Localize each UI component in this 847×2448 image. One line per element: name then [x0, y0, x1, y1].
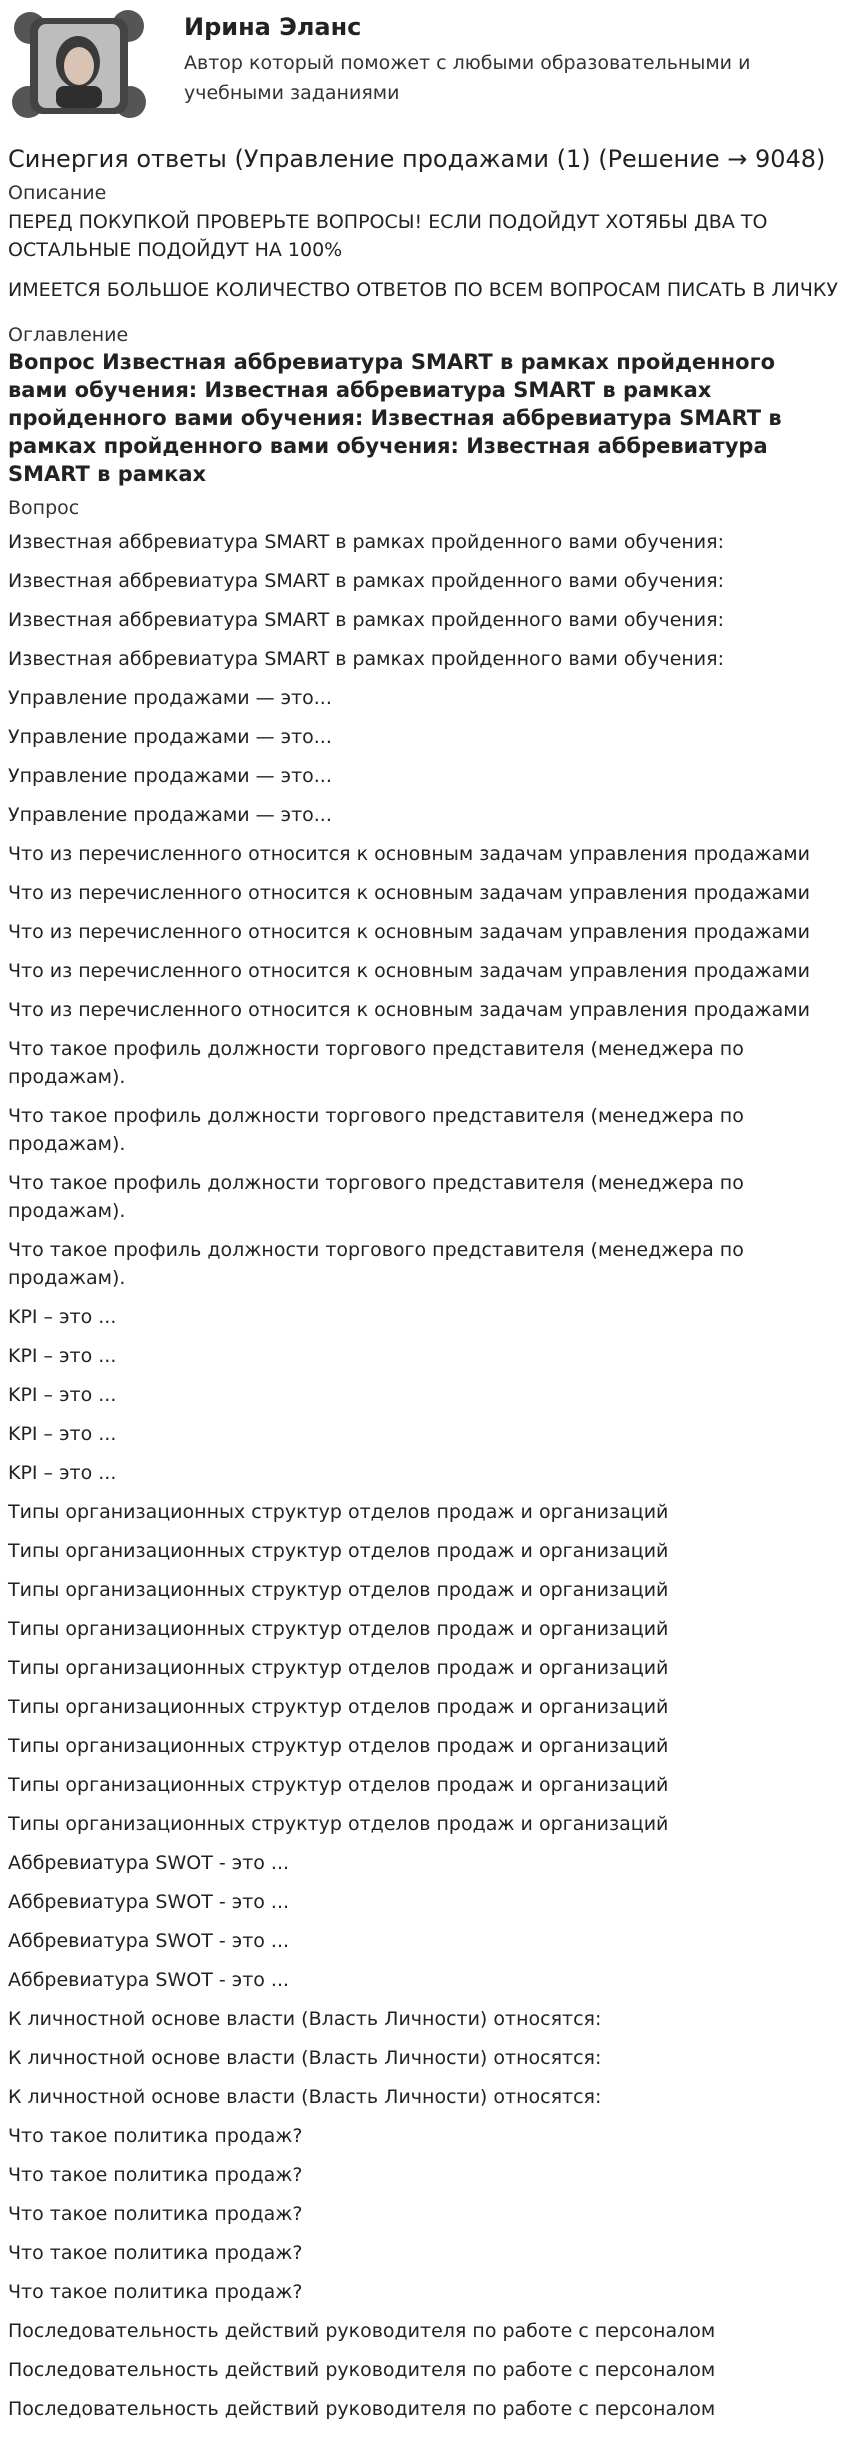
- question-item: Последовательность действий руководителя по работе с персоналом: [8, 2320, 716, 2342]
- question-item: Что из перечисленного относится к основным задачам управления продажами: [8, 882, 810, 904]
- question-item: Последовательность действий руководителя по работе с персоналом: [8, 2359, 716, 2381]
- question-item: К личностной основе власти (Власть Личности) относятся:: [8, 2086, 602, 2108]
- description-paragraph: ИМЕЕТСЯ БОЛЬШОЕ КОЛИЧЕСТВО ОТВЕТОВ ПО ВСЕМ ВОПРОСАМ ПИСАТЬ В ЛИЧКУ: [8, 279, 838, 301]
- question-item: KPI – это ...: [8, 1462, 117, 1484]
- question-item: Что из перечисленного относится к основным задачам управления продажами: [8, 921, 810, 943]
- question-item: Что из перечисленного относится к основным задачам управления продажами: [8, 999, 810, 1021]
- question-item: Что такое профиль должности торгового представителя (менеджера по продажам).: [8, 1038, 744, 1088]
- description-label: Описание: [8, 182, 107, 204]
- question-item: Типы организационных структур отделов продаж и организаций: [8, 1735, 669, 1757]
- author-description: Автор который поможет с любыми образовательными и учебными заданиями: [184, 52, 751, 104]
- question-item: Аббревиатура SWOT - это ...: [8, 1969, 290, 1991]
- toc-label: Оглавление: [8, 324, 129, 346]
- question-item: Управление продажами — это...: [8, 765, 332, 787]
- question-item: Типы организационных структур отделов продаж и организаций: [8, 1657, 669, 1679]
- question-item: Известная аббревиатура SMART в рамках пройденного вами обучения:: [8, 648, 724, 670]
- question-item: KPI – это ...: [8, 1423, 117, 1445]
- question-item: Управление продажами — это...: [8, 687, 332, 709]
- question-item: Типы организационных структур отделов продаж и организаций: [8, 1501, 669, 1523]
- page-title: Синергия ответы (Управление продажами (1) (Решение → 9048): [8, 145, 826, 173]
- question-item: Что такое политика продаж?: [8, 2164, 303, 2186]
- question-item: К личностной основе власти (Власть Личности) относятся:: [8, 2047, 602, 2069]
- question-label: Вопрос: [8, 497, 80, 519]
- question-item: Что такое политика продаж?: [8, 2125, 303, 2147]
- question-item: Управление продажами — это...: [8, 804, 332, 826]
- description-paragraph: ПЕРЕД ПОКУПКОЙ ПРОВЕРЬТЕ ВОПРОСЫ! ЕСЛИ ПОДОЙДУТ ХОТЯБЫ ДВА ТО ОСТАЛЬНЫЕ ПОДОЙДУТ НА 100%: [8, 211, 768, 261]
- question-item: Известная аббревиатура SMART в рамках пройденного вами обучения:: [8, 531, 724, 553]
- author-card: [0, 0, 847, 124]
- question-item: Что такое профиль должности торгового представителя (менеджера по продажам).: [8, 1172, 744, 1222]
- question-item: Типы организационных структур отделов продаж и организаций: [8, 1618, 669, 1640]
- question-item: Что такое политика продаж?: [8, 2281, 303, 2303]
- question-item: Типы организационных структур отделов продаж и организаций: [8, 1696, 669, 1718]
- toc-heading: Вопрос Известная аббревиатура SMART в рамках пройденного вами обучения: Известная аббревиатура SMART в рамках пройденного вами обучения: Известная аббревиатура SMART в рамках пройденного вами обучения: Известная аббревиатура SMART в рамках: [8, 350, 782, 486]
- question-item: Типы организационных структур отделов продаж и организаций: [8, 1540, 669, 1562]
- question-item: Последовательность действий руководителя по работе с персоналом: [8, 2398, 716, 2420]
- question-item: Известная аббревиатура SMART в рамках пройденного вами обучения:: [8, 570, 724, 592]
- question-item: Известная аббревиатура SMART в рамках пройденного вами обучения:: [8, 609, 724, 631]
- question-item: KPI – это ...: [8, 1306, 117, 1328]
- question-list: [0, 528, 847, 2423]
- question-item: Типы организационных структур отделов продаж и организаций: [8, 1813, 669, 1835]
- question-item: KPI – это ...: [8, 1345, 117, 1367]
- author-info: [184, 6, 824, 108]
- question-item: Что из перечисленного относится к основным задачам управления продажами: [8, 960, 810, 982]
- author-name[interactable]: Ирина Эланс: [184, 13, 362, 41]
- question-item: Что такое профиль должности торгового представителя (менеджера по продажам).: [8, 1105, 744, 1155]
- question-item: Что такое профиль должности торгового представителя (менеджера по продажам).: [8, 1239, 744, 1289]
- question-item: Типы организационных структур отделов продаж и организаций: [8, 1579, 669, 1601]
- question-item: Что такое политика продаж?: [8, 2242, 303, 2264]
- question-item: Управление продажами — это...: [8, 726, 332, 748]
- question-item: KPI – это ...: [8, 1384, 117, 1406]
- question-item: Типы организационных структур отделов продаж и организаций: [8, 1774, 669, 1796]
- question-item: Что такое политика продаж?: [8, 2203, 303, 2225]
- question-item: Аббревиатура SWOT - это ...: [8, 1891, 290, 1913]
- question-item: Аббревиатура SWOT - это ...: [8, 1852, 290, 1874]
- question-item: Что из перечисленного относится к основным задачам управления продажами: [8, 843, 810, 865]
- question-item: Аббревиатура SWOT - это ...: [8, 1930, 290, 1952]
- question-item: К личностной основе власти (Власть Личности) относятся:: [8, 2008, 602, 2030]
- author-avatar[interactable]: [8, 6, 150, 124]
